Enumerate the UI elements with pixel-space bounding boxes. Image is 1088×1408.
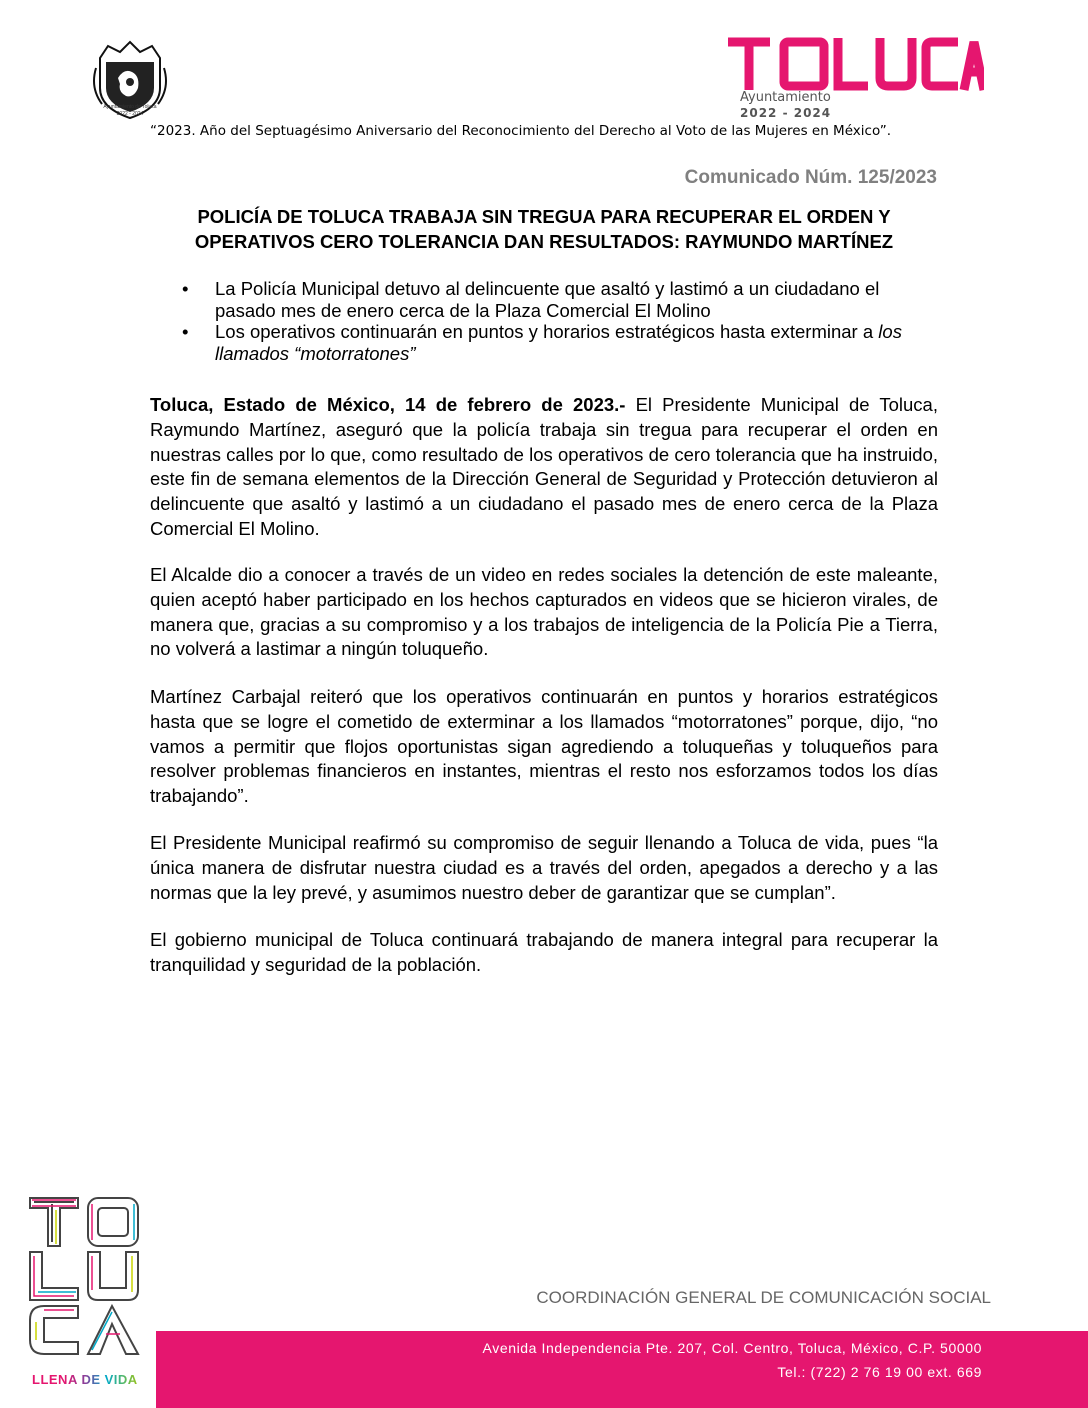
summary-bullets [150, 278, 938, 364]
bullet-dot-icon: • [182, 278, 189, 299]
paragraph-4: El Presidente Municipal reafirmó su compromiso de seguir llenando a Toluca de vida, pues “la única manera de disfrutar nuestra ciudad es a través del orden, apegados a derecho y a las normas que la ley prevé, y asumimos nuestro deber de garantizar que se cumplan”. [150, 832, 938, 903]
bullet-text: Los operativos continuarán en puntos y horarios estratégicos hasta exterminar a [215, 321, 879, 342]
ayuntamiento-years: 2022 - 2024 [740, 106, 832, 120]
coordination-label: COORDINACIÓN GENERAL DE COMUNICACIÓN SOCIAL [536, 1288, 991, 1307]
slogan-llena-de-vida: LLENA DE VIDA [32, 1372, 138, 1387]
paragraph-5: El gobierno municipal de Toluca continuará trabajando de manera integral para recuperar la tranquilidad y seguridad de la población. [150, 929, 938, 975]
ayuntamiento-label: Ayuntamiento [740, 90, 831, 105]
bullet-text-italic: los llamados “motorratones” [215, 321, 902, 364]
toluca-logo-text: TOLUCA [726, 36, 731, 37]
bullet-item [150, 321, 938, 364]
paragraph-1-text: El Presidente Municipal de Toluca, Raymundo Martínez, aseguró que la policía trabaja sin tregua para recuperar el orden en nuestras calles por lo que, como resultado de los operativos de cero tolerancia que ha instruido, este fin de semana elementos de la Dirección General de Seguridad y Protección detuvieron al delincuente que asaltó y lastimó a un ciudadano el pasado mes de enero cerca de la Plaza Comercial El Molino. [150, 394, 938, 539]
headline-line2: OPERATIVOS CERO TOLERANCIA DAN RESULTADOS: RAYMUNDO MARTÍNEZ [194, 231, 894, 252]
press-release-number: Comunicado Núm. 125/2023 [684, 167, 937, 188]
toluca-stacked-logo [26, 1194, 142, 1358]
footer-phone: Tel.: (722) 2 76 19 00 ext. 669 [777, 1364, 982, 1380]
year-motto: “2023. Año del Septuagésimo Aniversario del Reconocimiento del Derecho al Voto de las Mujeres en México”. [150, 123, 892, 139]
bullet-dot-icon: • [182, 321, 189, 342]
headline [150, 204, 938, 254]
seal-caption-line1: Ayuntamiento de Toluca [103, 104, 157, 110]
paragraph-3: Martínez Carbajal reiteró que los operativos continuarán en puntos y horarios estratégicos hasta que se logre el cometido de exterminar a los llamados “motorratones” porque, dijo, “no vamos a permitir que flojos oportunistas sigan agrediendo a toluqueñas y toluqueños para resolver problemas financieros en instantes, mientras el resto nos esforzamos todos los días trabajando”. [150, 686, 938, 807]
paragraph-1 [150, 393, 938, 542]
toluca-brand-logo [726, 36, 984, 94]
dateline: Toluca, Estado de México, 14 de febrero de 2023.- [150, 394, 626, 415]
seal-caption-line2: 2022 - 2024 [116, 111, 144, 117]
bullet-text: La Policía Municipal detuvo al delincuente que asaltó y lastimó a un ciudadano el pasado mes de enero cerca de la Plaza Comercial El Molino [215, 278, 880, 321]
headline-line1: POLICÍA DE TOLUCA TRABAJA SIN TREGUA PARA RECUPERAR EL ORDEN Y [197, 206, 891, 227]
seal-caption [84, 104, 176, 118]
bullet-item [150, 278, 938, 321]
footer-address: Avenida Independencia Pte. 207, Col. Centro, Toluca, México, C.P. 50000 [482, 1340, 982, 1356]
paragraph-2: El Alcalde dio a conocer a través de un video en redes sociales la detención de este maleante, quien aceptó haber participado en los hechos capturados en videos que se hicieron virales, de manera que, gracias a su compromiso y a los trabajos de inteligencia de la Policía Pie a Tierra, no volverá a lastimar a ningún toluqueño. [150, 564, 938, 660]
